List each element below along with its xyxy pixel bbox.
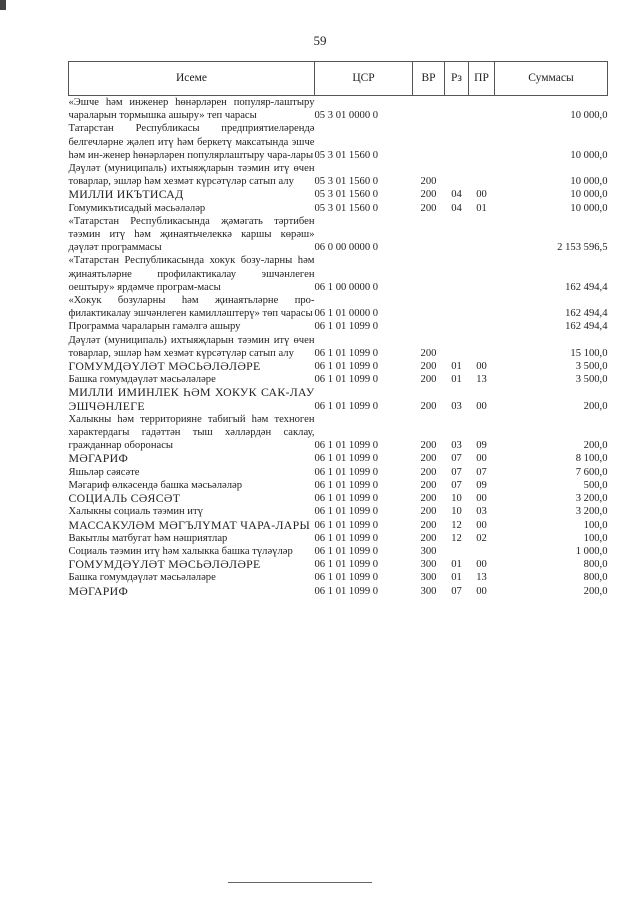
row-rz	[445, 320, 469, 333]
table-row	[69, 294, 608, 320]
row-pr: 00	[476, 493, 487, 505]
row-rz: 10	[451, 493, 462, 505]
table-row	[69, 202, 608, 215]
row-pr: 00	[476, 585, 487, 597]
row-vr: 300	[420, 559, 437, 571]
row-vr	[413, 122, 445, 162]
row-sum: 10 000,0	[570, 189, 608, 201]
table-row	[69, 505, 608, 518]
row-vr: 300	[420, 572, 437, 584]
row-csr: 05 3 01 1560 0	[314, 189, 379, 201]
row-rz	[445, 122, 469, 162]
row-pr: 02	[476, 532, 487, 544]
row-vr: 300	[420, 545, 437, 557]
row-pr: 01	[476, 202, 487, 214]
table-row	[69, 122, 608, 162]
row-csr: 06 0 00 0000 0	[314, 242, 379, 254]
row-sum: 7 600,0	[575, 466, 608, 478]
row-vr	[413, 215, 445, 255]
row-vr	[413, 254, 445, 294]
header-pr: ПР	[469, 62, 495, 96]
scan-edge-mark	[0, 0, 6, 10]
row-csr: 05 3 01 1560 0	[314, 149, 379, 161]
row-pr: 00	[476, 189, 487, 201]
row-sum: 10 000,0	[570, 110, 608, 122]
row-name: «Эшче һәм инженер һөнәрләрен популяр-лаштыру чараларын тормышка ашыру» теп чарасы	[68, 97, 315, 122]
row-pr: 09	[476, 440, 487, 452]
row-csr: 06 1 01 1099 0	[314, 585, 379, 597]
row-sum: 2 153 596,5	[557, 242, 608, 254]
row-csr: 06 1 01 1099 0	[314, 361, 379, 373]
row-name: Гомумикътисадый мәсьәләләр	[68, 202, 206, 214]
row-sum: 200,0	[583, 400, 608, 412]
row-vr: 200	[420, 202, 437, 214]
table-row	[69, 360, 608, 373]
header-vr: ВР	[413, 62, 445, 96]
row-name: Татарстан Республикасы предприятиеләрендә белгечләрне җәлеп итү һәм беркетү максатында эшче һәм ин-женер һөнәрләрен популярлаштыру чара-лары	[68, 123, 315, 161]
table-row	[69, 519, 608, 532]
row-vr	[413, 96, 445, 123]
header-sum: Суммасы	[495, 62, 608, 96]
row-pr: 07	[476, 466, 487, 478]
row-rz: 07	[451, 585, 462, 597]
row-csr: 06 1 01 1099 0	[314, 493, 379, 505]
row-sum: 10 000,0	[570, 149, 608, 161]
row-pr: 00	[476, 559, 487, 571]
table-row	[69, 571, 608, 584]
row-vr: 200	[420, 493, 437, 505]
row-rz: 03	[451, 440, 462, 452]
row-pr	[469, 254, 495, 294]
row-rz: 07	[451, 453, 462, 465]
table-row	[69, 452, 608, 465]
row-vr: 200	[420, 361, 437, 373]
row-vr: 200	[420, 479, 437, 491]
row-name: Халыкны социаль тәэмин итү	[68, 506, 203, 518]
row-csr: 06 1 01 1099 0	[314, 400, 379, 412]
row-vr: 200	[420, 176, 437, 188]
table-row	[69, 188, 608, 201]
row-pr: 13	[476, 374, 487, 386]
row-sum: 3 500,0	[575, 374, 608, 386]
table-row	[69, 162, 608, 188]
row-vr: 200	[420, 400, 437, 412]
row-csr: 06 1 01 1099 0	[314, 479, 379, 491]
row-pr	[469, 162, 495, 188]
row-name: Башка гомумдәүләт мәсьәләләре	[68, 374, 216, 386]
row-csr: 05 3 01 1560 0	[314, 202, 379, 214]
table-row	[69, 413, 608, 453]
table-row	[69, 558, 608, 571]
row-csr: 06 1 01 1099 0	[314, 347, 379, 359]
table-row	[69, 96, 608, 123]
row-vr: 200	[420, 519, 437, 531]
row-pr: 00	[476, 361, 487, 373]
row-sum: 3 200,0	[575, 493, 608, 505]
row-vr: 200	[420, 347, 437, 359]
row-sum: 800,0	[583, 559, 608, 571]
row-rz	[445, 545, 469, 558]
row-sum: 3 500,0	[575, 361, 608, 373]
row-csr: 06 1 01 1099 0	[314, 519, 379, 531]
row-pr	[469, 545, 495, 558]
row-pr	[469, 320, 495, 333]
row-vr: 200	[420, 440, 437, 452]
row-name: Дәүләт (муниципаль) ихтыяҗларын тәэмин итү өчен товарлар, эшләр һәм хезмәт күрсәтүләр сатып алу	[68, 334, 315, 359]
row-rz: 01	[451, 559, 462, 571]
row-rz: 01	[451, 572, 462, 584]
table-row	[69, 215, 608, 255]
row-csr: 06 1 01 1099 0	[314, 440, 379, 452]
row-rz: 01	[451, 361, 462, 373]
row-csr: 05 3 01 1560 0	[314, 176, 379, 188]
row-rz: 04	[451, 189, 462, 201]
row-vr	[413, 294, 445, 320]
footer-rule	[228, 882, 372, 883]
row-name: «Татарстан Республикасында хокук бозу-ларны һәм җинаятьләрне профилактикалау эшчәнлеген оештыру» ярдәмче програм-масы	[68, 255, 315, 293]
row-vr: 200	[420, 466, 437, 478]
row-name: Яшьләр сәясәте	[68, 466, 140, 478]
row-sum: 200,0	[583, 585, 608, 597]
row-pr: 00	[476, 400, 487, 412]
row-sum: 162 494,4	[565, 281, 608, 293]
row-pr	[469, 96, 495, 123]
row-sum: 15 100,0	[570, 347, 608, 359]
row-csr: 06 1 01 1099 0	[314, 466, 379, 478]
row-csr: 06 1 00 0000 0	[314, 281, 379, 293]
row-rz: 10	[451, 506, 462, 518]
row-name: Вакытлы матбугат һәм нәшриятлар	[68, 532, 228, 544]
row-sum: 3 200,0	[575, 506, 608, 518]
row-csr: 06 1 01 1099 0	[314, 321, 379, 333]
row-sum: 100,0	[583, 532, 608, 544]
row-rz: 12	[451, 532, 462, 544]
row-pr: 13	[476, 572, 487, 584]
row-name: МАССАКУЛӘМ МӘГЪЛҮМАТ ЧАРА-ЛАРЫ	[68, 517, 311, 532]
row-csr: 06 1 01 0000 0	[314, 308, 379, 320]
table-row	[69, 532, 608, 545]
row-name: Программа чараларын гамәлгә ашыру	[68, 321, 241, 333]
row-sum: 1 000,0	[575, 545, 608, 557]
table-row	[69, 334, 608, 360]
row-name: «Татарстан Республикасында җәмәгать тәртибен тәэмин итү һәм җинаятьчелеккә каршы көрәш» дәүләт программасы	[68, 215, 315, 254]
header-name: Исеме	[69, 62, 315, 96]
row-rz	[445, 294, 469, 320]
row-rz	[445, 162, 469, 188]
row-vr	[413, 320, 445, 333]
row-sum: 8 100,0	[575, 453, 608, 465]
row-pr	[469, 334, 495, 360]
budget-table	[68, 61, 608, 598]
row-name: Халыкны һәм территорияне табигый һәм техноген характердагы гадәттән тыш хәлләрдән саклау, гражданнар оборонасы	[68, 413, 315, 452]
row-sum: 162 494,4	[565, 321, 608, 333]
row-pr	[469, 215, 495, 255]
table-body	[69, 96, 608, 598]
row-name: «Хокук бозуларны һәм җинаятьләрне про-филактикалау эшчәнлеген камилләштерү» төп чарасы	[68, 295, 315, 320]
row-name: МӘГАРИФ	[68, 451, 129, 466]
row-pr: 03	[476, 506, 487, 518]
row-pr: 09	[476, 479, 487, 491]
page-number: 59	[313, 33, 327, 48]
row-csr: 06 1 01 1099 0	[314, 453, 379, 465]
table-row	[69, 492, 608, 505]
row-rz	[445, 334, 469, 360]
row-rz: 04	[451, 202, 462, 214]
row-csr: 06 1 01 1099 0	[314, 506, 379, 518]
table-row	[69, 386, 608, 412]
row-name: Дәүләт (муниципаль) ихтыяҗларын тәэмин итү өчен товарлар, эшләр һәм хезмәт күрсәтүләр сатып алу	[68, 163, 315, 188]
row-name: СОЦИАЛЬ СӘЯСӘТ	[68, 491, 181, 506]
row-vr: 200	[420, 189, 437, 201]
row-csr: 06 1 01 1099 0	[314, 532, 379, 544]
row-rz: 01	[451, 374, 462, 386]
row-csr: 05 3 01 0000 0	[314, 110, 379, 122]
row-sum: 200,0	[583, 440, 608, 452]
row-rz: 12	[451, 519, 462, 531]
row-vr: 200	[420, 506, 437, 518]
row-pr	[469, 122, 495, 162]
row-name: Социаль тәэмин итү һәм халыкка башка түләүләр	[68, 545, 293, 557]
table-header-row	[69, 62, 608, 96]
table-row	[69, 320, 608, 333]
row-name: МӘГАРИФ	[68, 583, 129, 598]
row-vr: 200	[420, 532, 437, 544]
row-pr	[469, 294, 495, 320]
row-rz: 07	[451, 479, 462, 491]
row-rz: 03	[451, 400, 462, 412]
row-vr: 200	[420, 374, 437, 386]
row-sum: 10 000,0	[570, 202, 608, 214]
header-rz: Рз	[445, 62, 469, 96]
row-pr: 00	[476, 453, 487, 465]
row-sum: 500,0	[583, 479, 608, 491]
row-name: МИЛЛИ ИМИНЛЕК ҺӘМ ХОКУК САК-ЛАУ ЭШЧӘНЛЕГЕ	[68, 385, 315, 413]
row-csr: 06 1 01 1099 0	[314, 572, 379, 584]
row-rz	[445, 215, 469, 255]
row-pr: 00	[476, 519, 487, 531]
table-row	[69, 466, 608, 479]
row-name: МИЛЛИ ИКЪТИСАД	[68, 187, 184, 202]
row-name: Мәгариф өлкәсендә башка мәсьәләләр	[68, 479, 243, 491]
row-sum: 100,0	[583, 519, 608, 531]
row-rz	[445, 254, 469, 294]
row-name: Башка гомумдәүләт мәсьәләләре	[68, 572, 216, 584]
row-vr: 200	[420, 453, 437, 465]
row-name: ГОМУМДӘҮЛӘТ МӘСЬӘЛӘЛӘРЕ	[68, 557, 261, 572]
table-row	[69, 254, 608, 294]
row-csr: 06 1 01 1099 0	[314, 374, 379, 386]
row-sum: 800,0	[583, 572, 608, 584]
row-sum: 162 494,4	[565, 308, 608, 320]
table-row	[69, 585, 608, 598]
row-csr: 06 1 01 1099 0	[314, 545, 379, 557]
row-sum: 10 000,0	[570, 176, 608, 188]
row-rz	[445, 96, 469, 123]
row-csr: 06 1 01 1099 0	[314, 559, 379, 571]
header-csr: ЦСР	[315, 62, 413, 96]
row-name: ГОМУМДӘҮЛӘТ МӘСЬӘЛӘЛӘРЕ	[68, 359, 261, 374]
row-rz: 07	[451, 466, 462, 478]
row-vr: 300	[420, 585, 437, 597]
